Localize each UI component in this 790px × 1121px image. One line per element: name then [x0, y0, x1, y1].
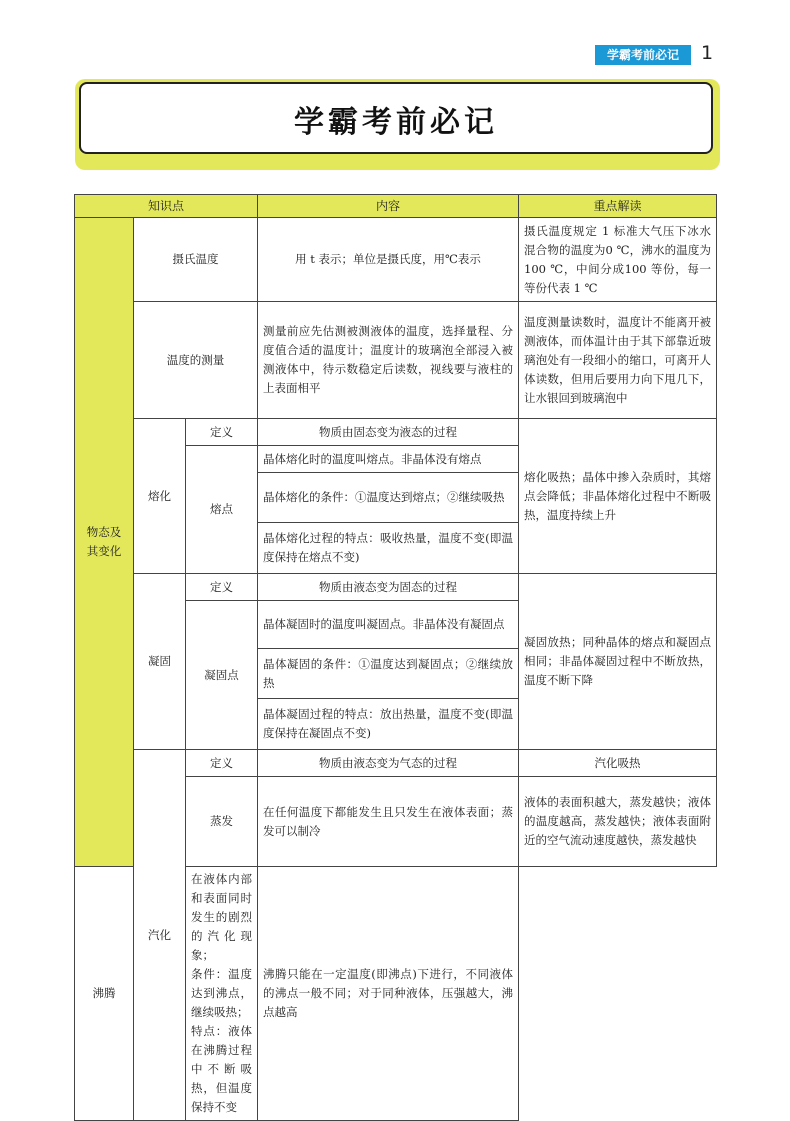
note-cell: 液体的表面积越大，蒸发越快；液体的温度越高，蒸发越快；液体表面附近的空气流动速度越快，蒸发越快	[519, 777, 717, 867]
boil-line-2: 条件：温度达到沸点，继续吸热；	[191, 967, 253, 1019]
topic-cell: 熔化	[134, 419, 186, 574]
content-cell: 晶体熔化时的温度叫熔点。非晶体没有熔点	[258, 446, 519, 473]
header-tag: 学霸考前必记	[595, 45, 691, 65]
content-cell: 物质由固态变为液态的过程	[258, 419, 519, 446]
content-cell: 晶体凝固的条件：①温度达到凝固点；②继续放热	[258, 649, 519, 699]
section-label: 物态及其变化	[75, 218, 134, 867]
header-content: 内容	[258, 195, 519, 218]
note-cell: 凝固放热；同种晶体的熔点和凝固点相同；非晶体凝固过程中不断放热，温度不断下降	[519, 574, 717, 750]
subtopic-cell: 熔点	[186, 446, 258, 574]
subtopic-cell: 凝固点	[186, 601, 258, 750]
note-cell: 汽化吸热	[519, 750, 717, 777]
content-cell: 晶体凝固过程的特点：放出热量，温度不变(即温度保持在凝固点不变)	[258, 699, 519, 750]
table-row	[75, 419, 717, 446]
table-row	[75, 302, 717, 419]
subtopic-cell: 定义	[186, 574, 258, 601]
subtopic-cell: 定义	[186, 419, 258, 446]
content-cell: 物质由液态变为固态的过程	[258, 574, 519, 601]
table-row	[75, 574, 717, 601]
note-cell: 熔化吸热；晶体中掺入杂质时，其熔点会降低；非晶体熔化过程中不断吸热，温度持续上升	[519, 419, 717, 574]
header-note: 重点解读	[519, 195, 717, 218]
content-cell	[186, 867, 258, 1121]
topic-cell: 汽化	[134, 750, 186, 1121]
table-row	[75, 750, 717, 777]
page-title: 学霸考前必记	[294, 105, 498, 140]
topic-cell: 摄氏温度	[134, 218, 258, 302]
content-cell: 晶体凝固时的温度叫凝固点。非晶体没有凝固点	[258, 601, 519, 649]
title-box	[79, 82, 713, 154]
subtopic-cell: 沸腾	[75, 867, 134, 1121]
content-cell: 用 t 表示；单位是摄氏度，用℃表示	[258, 218, 519, 302]
content-cell: 测量前应先估测被测液体的温度，选择量程、分度值合适的温度计；温度计的玻璃泡全部浸入被测液体中，待示数稳定后读数，视线要与液柱的上表面相平	[258, 302, 519, 419]
content-cell: 物质由液态变为气态的过程	[258, 750, 519, 777]
content-cell: 在任何温度下都能发生且只发生在液体表面；蒸发可以制冷	[258, 777, 519, 867]
boil-line-3: 特点：液体在沸腾过程中不断吸热，但温度保持不变	[191, 1024, 253, 1114]
note-cell: 摄氏温度规定 1 标准大气压下冰水混合物的温度为0 ℃，沸水的温度为100 ℃，中间分成100 等份，每一等份代表 1 ℃	[519, 218, 717, 302]
note-cell: 沸腾只能在一定温度(即沸点)下进行，不同液体的沸点一般不同；对于同种液体，压强越大，沸点越高	[258, 867, 519, 1121]
topic-cell: 凝固	[134, 574, 186, 750]
note-cell: 温度测量读数时，温度计不能离开被测液体，而体温计由于其下部靠近玻璃泡处有一段细小的缩口，可离开人体读数，但用后要用力向下甩几下，让水银回到玻璃泡中	[519, 302, 717, 419]
subtopic-cell: 定义	[186, 750, 258, 777]
content-cell: 晶体熔化的条件：①温度达到熔点；②继续吸热	[258, 473, 519, 523]
table-header-row	[75, 195, 717, 218]
header-topic: 知识点	[75, 195, 258, 218]
subtopic-cell: 蒸发	[186, 777, 258, 867]
table-row	[75, 218, 717, 302]
topic-cell: 温度的测量	[134, 302, 258, 419]
page-number: 1	[701, 42, 714, 64]
boil-line-1: 在液体内部和表面同时发生的剧烈的汽化现象；	[191, 872, 253, 962]
content-cell: 晶体熔化过程的特点：吸收热量，温度不变(即温度保持在熔点不变)	[258, 523, 519, 574]
knowledge-table	[74, 194, 717, 1121]
